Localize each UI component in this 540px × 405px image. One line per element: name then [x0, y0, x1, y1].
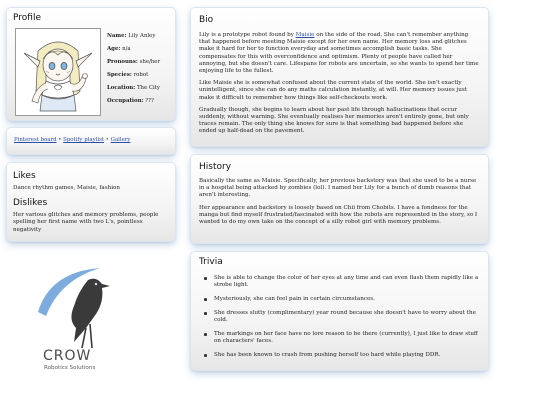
bio-paragraph-1: Lily is a prototype robot found by Maisie on the side of the road. She can't remember anything that happened before meeting Maisie except for her own name. Her memory loss and glitches make it hard for her to function everyday and sometimes accomplish basic tasks. She compensates for this with overconfidence and optimism. Plenty of people have called her annoying, but she doesn't care. Lifespans for robots are uncertain, so she wants to spend her time enjoying life to the fullest. [199, 32, 479, 75]
spotify-link[interactable]: Spotify playlist [63, 137, 105, 143]
history-paragraph-1: Basically the same as Maisie. Specifically, her previous backstory was that she used to be a nurse in a hospital being attacked by zombies (lol). I named her Lily for a bunch of dumb reasons that aren't interesting. [199, 178, 477, 199]
fact-name: Name: Lily Anley [107, 33, 156, 39]
pinterest-link[interactable]: Pinterest board [14, 137, 57, 143]
trivia-list [199, 275, 480, 359]
list-item: Mysteriously, she can feel pain in certain circumstances. [199, 296, 480, 303]
logo-wordmark: CROW [43, 348, 92, 364]
trivia-card [191, 252, 488, 370]
fact-age: Age: n/a [107, 46, 131, 53]
profile-facts [107, 33, 173, 112]
link-separator: • [58, 137, 62, 143]
fact-species: Species: robot [107, 72, 149, 79]
profile-title: Profile [13, 13, 41, 23]
fact-pronouns: Pronouns: she/her [107, 59, 161, 66]
gallery-link[interactable]: Gallery [110, 137, 131, 143]
maisie-link[interactable]: Maisie [295, 32, 315, 38]
crow-logo [30, 262, 140, 377]
list-item: She has been known to crash from pushing herself too hard while playing DDR. [199, 352, 480, 359]
bio-paragraph-2: Like Maisie she is somewhat confused about the current state of the world. She isn't exactly unintelligent, since she can do any maths calculation instantly, at will. Her memory issues just make it difficult to remember how things like self-checkouts work. [199, 80, 467, 101]
list-item: The markings on her face have no lore reason to be there (currently), I just like to draw stuff on characters' faces. [199, 331, 480, 345]
bio-paragraph-3: Gradually though, she begins to learn about her past life through hallucinations that occur suddenly, without warning. She eventually realises her memories aren't entirely gone, but only traces remain. The only thing she knows for sure is that something bad happened before she ended up half-dead on the pavement. [199, 106, 469, 135]
profile-card [7, 8, 175, 120]
links-card [7, 128, 175, 154]
likes-card [7, 163, 175, 241]
character-portrait-drawing [16, 29, 100, 115]
fact-location: Location: The City [107, 85, 160, 92]
trivia-title: Trivia [199, 257, 223, 267]
list-item: She dresses slutty (complimentary) year round because she doesn't have to worry about the cold. [199, 310, 480, 324]
list-item: She is able to change the color of her eyes at any time and can even flash them rapidly like a strobe light. [199, 275, 480, 289]
likes-title: Likes [13, 171, 36, 181]
dislikes-text: Her various glitches and memory problems, people spelling her first name with two L's, pointless negativity [13, 212, 159, 233]
history-card [191, 155, 488, 243]
likes-text: Dance rhythm games, Maisie, fashion [13, 185, 120, 191]
bio-card [191, 8, 488, 146]
dislikes-title: Dislikes [13, 198, 48, 209]
bio-title: Bio [199, 15, 214, 25]
crow-logo-icon [30, 262, 140, 352]
history-paragraph-2: Her appearance and backstory is loosely based on Chii from Chobits. I have a fondness for the manga but find myself frustrated/fascinated with how the robots are represented in the story, so I wanted to do my own take on the concept of a silly robot girl with memory problems. [199, 204, 478, 226]
logo-subtitle: Robotics Solutions [44, 365, 96, 371]
character-portrait[interactable] [15, 28, 101, 116]
history-title: History [199, 162, 232, 172]
link-separator: • [105, 137, 109, 143]
fact-occupation: Occupation: ??? [107, 98, 154, 105]
